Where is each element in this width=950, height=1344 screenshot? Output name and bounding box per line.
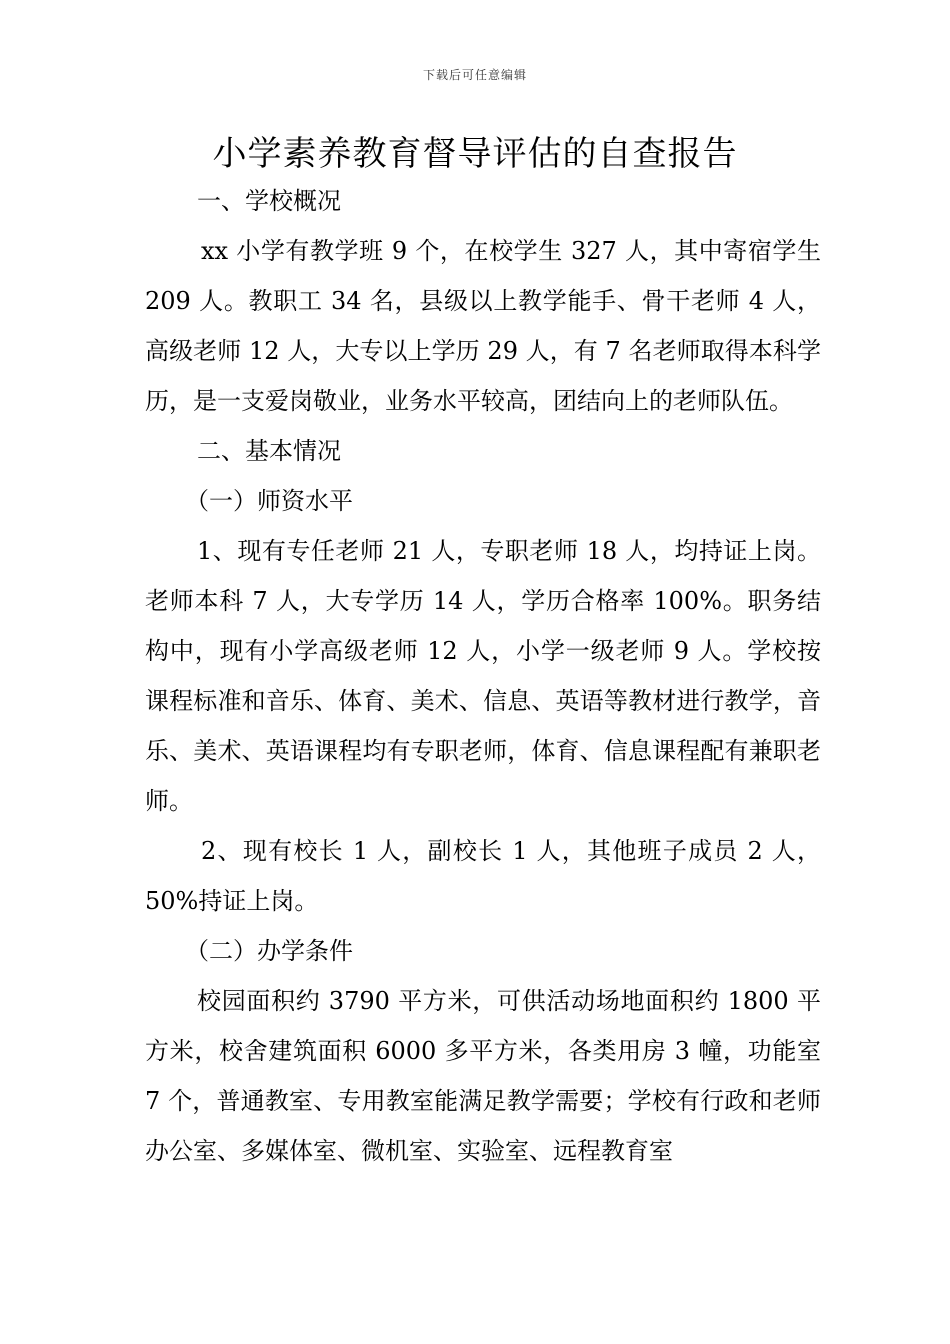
paragraph-school-overview: xx 小学有教学班 9 个，在校学生 327 人，其中寄宿学生 209 人。教职工 34 名，县级以上教学能手、骨干老师 4 人，高级老师 12 人，大专以上学历 29 人，有 7 名老师取得本科学历，是一支爱岗敬业，业务水平较高，团结向上的老师队伍。 bbox=[145, 237, 821, 415]
document-body bbox=[145, 176, 821, 1176]
paragraph-teacher-level: 1、现有专任老师 21 人，专职老师 18 人，均持证上岗。老师本科 7 人，大专学历 14 人，学历合格率 100%。职务结构中，现有小学高级老师 12 人，小学一级老师 9 人。学校按课程标准和音乐、体育、美术、信息、英语等教材进行教学，音乐、美术、英语课程均有专职老师，体育、信息课程配有兼职老师。 bbox=[145, 537, 821, 815]
paragraph-school-conditions: 校园面积约 3790 平方米，可供活动场地面积约 1800 平方米，校舍建筑面积 6000 多平方米，各类用房 3 幢，功能室 7 个，普通教室、专用教室能满足教学需要；学校有行政和老师办公室、多媒体室、微机室、实验室、远程教育室 bbox=[145, 987, 821, 1165]
subheading-teacher-level: （一）师资水平 bbox=[185, 487, 353, 515]
header-note: 下载后可任意编辑 bbox=[422, 68, 527, 82]
section-heading-basic-situation: 二、基本情况 bbox=[197, 437, 341, 465]
section-heading-school-overview: 一、学校概况 bbox=[197, 187, 341, 215]
document-title: 小学素养教育督导评估的自查报告 bbox=[212, 134, 738, 174]
subheading-school-conditions: （二）办学条件 bbox=[185, 937, 353, 965]
paragraph-leadership: 2、现有校长 1 人，副校长 1 人，其他班子成员 2 人，50%持证上岗。 bbox=[145, 837, 821, 915]
